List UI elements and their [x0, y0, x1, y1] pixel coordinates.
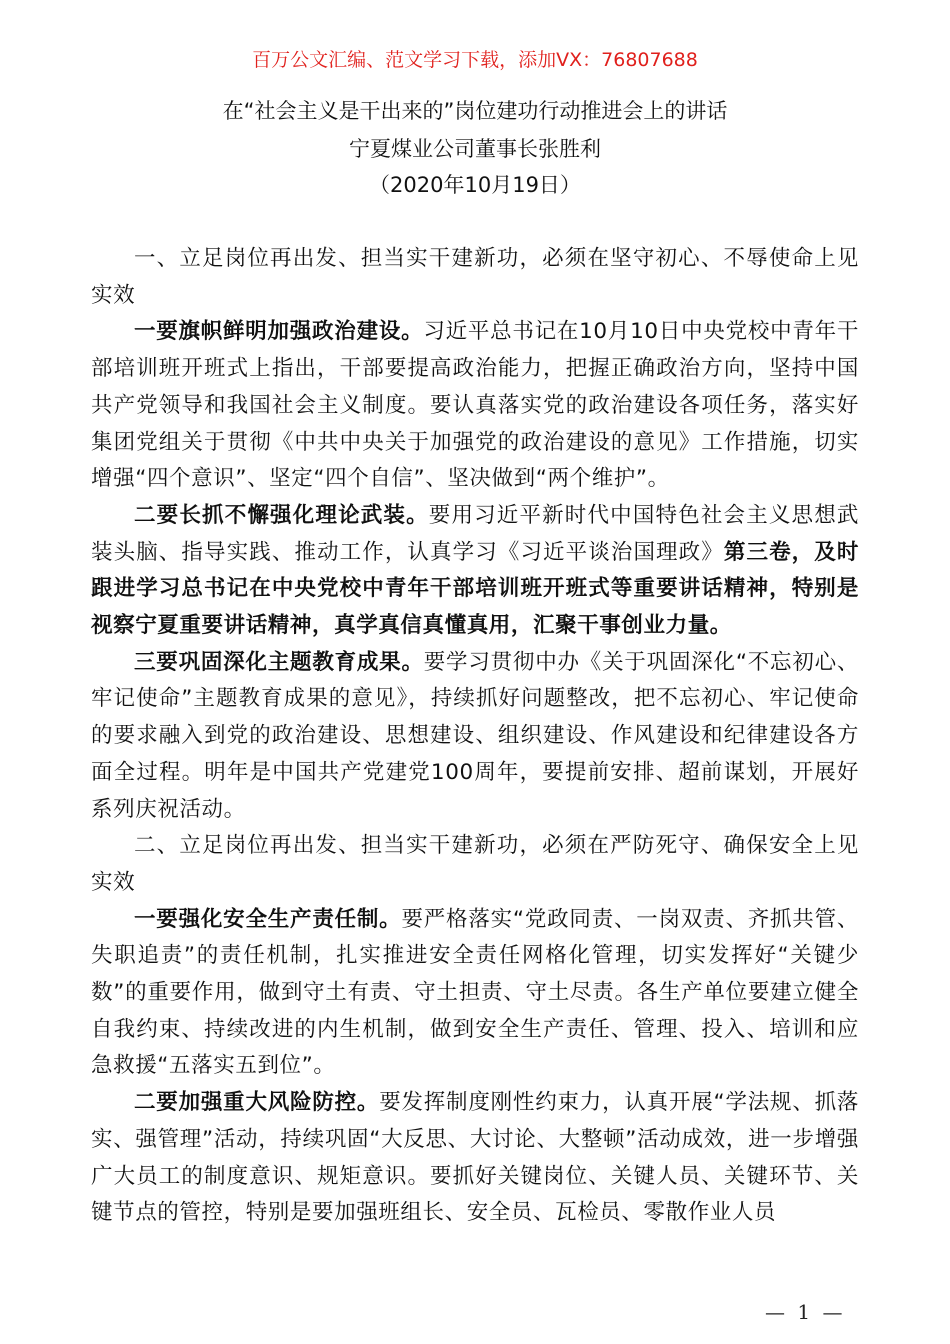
paragraph-lead: 二要加强重大风险防控。: [134, 1090, 380, 1116]
paragraph: 二要长抓不懈强化理论武装。要用习近平新时代中国特色社会主义思想武装头脑、指导实践、推动工作，认真学习《习近平谈治国理政》第三卷，及时跟进学习总书记在中央党校中青年干部培训班开班式等重要讲话精神，特别是视察宁夏重要讲话精神，真学真信真懂真用，汇聚干事创业力量。: [91, 502, 859, 639]
date-line: （2020年10月19日）: [369, 173, 581, 197]
paragraph: 三要巩固深化主题教育成果。要学习贯彻中办《关于巩固深化“不忘初心、牢记使命”主题教育成果的意见》，持续抓好问题整改，把不忘初心、牢记使命的要求融入到党的政治建设、思想建设、组织建设、作风建设和纪律建设各方面全过程。明年是中国共产党建党100周年，要提前安排、超前谋划，开展好系列庆祝活动。: [91, 649, 859, 822]
paragraph: 一要强化安全生产责任制。要严格落实“党政同责、一岗双责、齐抓共管、失职追责”的责任机制，扎实推进安全责任网格化管理，切实发挥好“关键少数”的重要作用，做到守土有责、守土担责、守土尽责。各生产单位要建立健全自我约束、持续改进的内生机制，做到安全生产责任、管理、投入、培训和应急救援“五落实五到位”。: [91, 906, 859, 1079]
section-heading: 一、立足岗位再出发、担当实干建新功，必须在坚守初心、不辱使命上见实效: [91, 246, 859, 308]
paragraph-lead: 一要强化安全生产责任制。: [134, 906, 402, 932]
paragraph-lead: 二要长抓不懈强化理论武装。: [134, 502, 429, 528]
paragraph-bold-tail: 第三卷，及时跟进学习总书记在中央党校中青年干部培训班开班式等重要讲话精神，特别是视察宁夏重要讲话精神，真学真信真懂真用，汇聚干事创业力量。: [91, 539, 859, 639]
paragraph: 一要旗帜鲜明加强政治建设。习近平总书记在10月10日中央党校中青年干部培训班开班式上指出，干部要提高政治能力，把握正确政治方向，坚持中国共产党领导和我国社会主义制度。要认真落实党的政治建设各项任务，落实好集团党组关于贯彻《中共中央关于加强党的政治建设的意见》工作措施，切实增强“四个意识”、坚定“四个自信”、坚决做到“两个维护”。: [91, 319, 859, 492]
document-body: [91, 241, 859, 1232]
paragraph-lead: 一要旗帜鲜明加强政治建设。: [134, 319, 424, 345]
watermark-banner: 百万公文汇编、范文学习下载，添加VX：76807688: [252, 49, 698, 71]
document-title: 在“社会主义是干出来的”岗位建功行动推进会上的讲话: [222, 99, 728, 123]
page-number: — 1 —: [765, 1300, 846, 1324]
section-heading: 二、立足岗位再出发、担当实干建新功，必须在严防死守、确保安全上见实效: [91, 833, 859, 895]
speaker-line: 宁夏煤业公司董事长张胜利: [349, 137, 601, 161]
paragraph: 二要加强重大风险防控。要发挥制度刚性约束力，认真开展“学法规、抓落实、强管理”活动，持续巩固“大反思、大讨论、大整顿”活动成效，进一步增强广大员工的制度意识、规矩意识。要抓好关键岗位、关键人员、关键环节、关键节点的管控，特别是要加强班组长、安全员、瓦检员、零散作业人员: [91, 1090, 859, 1226]
paragraph-lead: 三要巩固深化主题教育成果。: [134, 649, 424, 675]
